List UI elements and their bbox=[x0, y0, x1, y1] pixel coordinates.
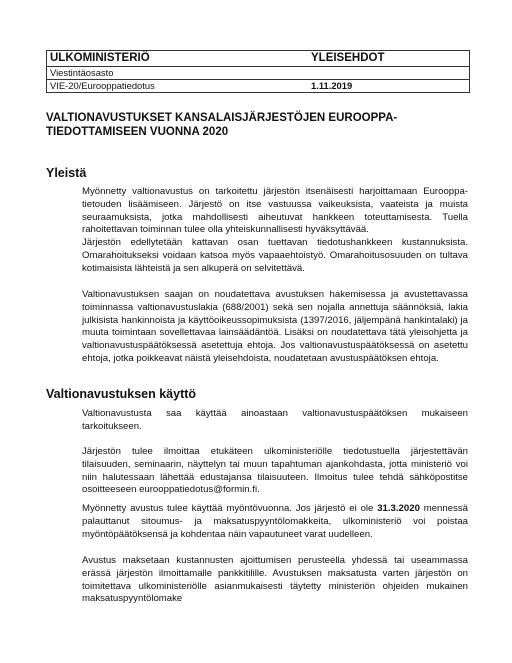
section-heading-usage: Valtionavustuksen käyttö bbox=[46, 387, 197, 401]
deadline-date: 31.3.2020 bbox=[377, 503, 420, 514]
org-name: ULKOMINISTERIÖ bbox=[50, 52, 150, 64]
document-title: VALTIONAVUSTUKSET KANSALAISJÄRJESTÖJEN EUROOPPA-TIEDOTTAMISEEN VUONNA 2020 bbox=[46, 112, 398, 138]
paragraph-text-before: Myönnetty avustus tulee käyttää myöntövuonna. Jos järjestö ei ole bbox=[82, 503, 378, 514]
doc-type: YLEISEHDOT bbox=[311, 52, 385, 64]
paragraph: Myönnetty valtionavustus on tarkoitettu järjestön itsenäisesti harjoittamaan Eurooppa-tietouden lisäämiseen. Järjestö on itse vastuussa vaikeuksista, vaateista ja muista seuraamuksista, jotka mahdollisesti aiheutuvat hankkeen toteuttamisesta. Tuella rahoitettavan toiminnan tulee olla yhteiskunnallisesti hyväksyttävää. bbox=[82, 186, 468, 236]
paragraph bbox=[82, 503, 468, 541]
header-row-ref bbox=[47, 79, 469, 92]
reference-number: VIE-20/Eurooppatiedotus bbox=[50, 80, 155, 91]
document-date: 1.11.2019 bbox=[311, 80, 353, 91]
unit-name: Viestintäosasto bbox=[50, 67, 114, 78]
header-row-org bbox=[47, 51, 469, 67]
paragraph: Järjestön edellytetään kattavan osan tuettavan tiedotushankkeen kustannuksista. Omarahoitukseksi voidaan katsoa myös vapaaehtoistyö. Omarahoitusosuuden on tultava kotimaisista lähteistä ja sen alkuperä on selvitettävä. bbox=[82, 237, 468, 274]
header-row-unit bbox=[47, 67, 469, 79]
paragraph: Järjestön tulee ilmoittaa etukäteen ulkoministeriölle tiedotustuella järjestettävän tilaisuuden, seminaarin, näyttelyn tai muun tapahtuman ajankohdasta, jotta ministeriö voi niin halutessaan lähettää edustajansa tilaisuuteen. Ilmoitus tulee tehdä sähköpostitse osoitteeseen eurooppatiedotus@formin.fi. bbox=[82, 446, 468, 496]
paragraph: Valtionavustusta saa käyttää ainoastaan valtionavustuspäätöksen mukaiseen tarkoitukseen. bbox=[82, 408, 468, 432]
paragraph-text-after: mennessä palauttanut sitoumus- ja maksatuspyyntölomakkeita, ulkoministeriö voi poistaa myöntöpäätöksensä ja kohdentaa näin vapautuneet varat uudelleen. bbox=[82, 503, 468, 540]
paragraph: Valtionavustuksen saajan on noudatettava avustuksen hakemisessa ja avustettavassa toiminnassa valtionavustuslakia (688/2001) sekä sen nojalla annettuja säännöksiä, lakia julkisista hankinnoista ja käyttöoikeussopimuksista (1397/2016, jäljempänä hankintalaki) ja muuta toimintaan sovellettavaa lainsäädäntöä. Lisäksi on noudatettava tätä yleisohjetta ja valtionavustuspäätöksessä asetettuja ehtoja. Jos valtionavustuspäätöksessä on asetettu ehtoja, jotka poikkeavat näistä yleisehdoista, noudatetaan avustuspäätöksen ehtoja. bbox=[82, 289, 468, 364]
paragraph: Avustus maksetaan kustannusten ajoittumisen perusteella yhdessä tai useammassa erässä järjestön ilmoittamalle pankkitilille. Avustuksen maksatusta varten järjestön on toimitettava ulkoministeriölle asianmukaisesti täytetty ministeriön ohjeiden mukainen maksatuspyyntölomake bbox=[82, 555, 468, 605]
section-heading-general: Yleistä bbox=[46, 166, 87, 180]
document-header bbox=[46, 50, 470, 93]
